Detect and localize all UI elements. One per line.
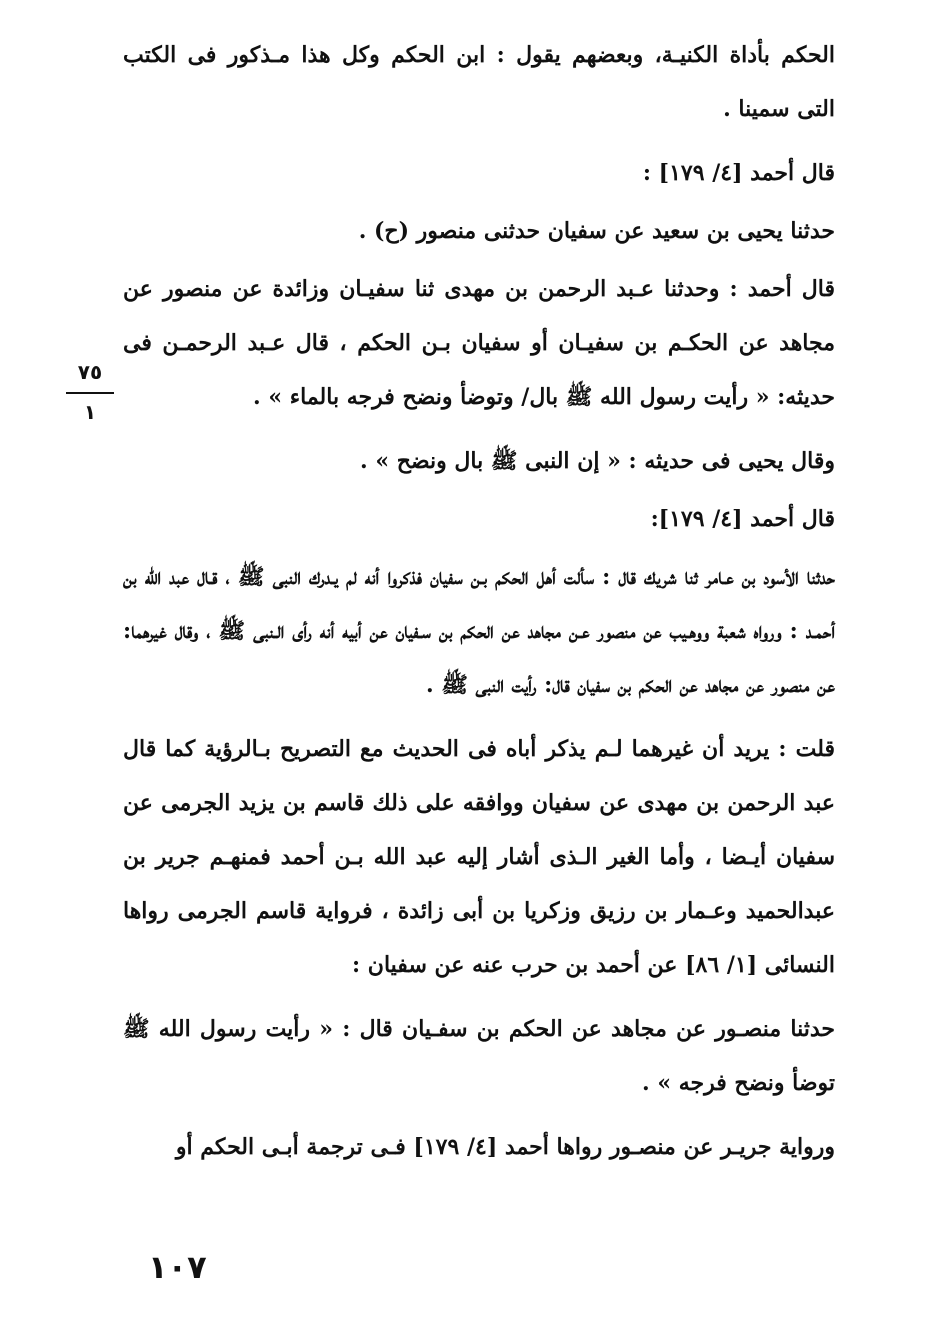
page-number: ١٠٧ [148,1248,207,1286]
paragraph-1: الحكم بأداة الكنيـة، وبعضهم يقول : ابن الحكم وكل هذا مـذكور فى الكتب التى سمينا . [123,42,835,122]
paragraph-3: حدثنا يحيى بن سعيد عن سفيان حدثنى منصور (ح) . [358,218,835,244]
paragraph-8: قلت : يريد أن غيرهما لـم يذكر أباه فى الحديث مع التصريح بـالرؤية كما قال عبد الرحمن بن مهدى عن سفيان ووافقه على ذلك قاسم بن يزيد الجرمى عن سفيان أيـضا ، وأما الغير الـذى أشار إليه عبد الله بـن أحمد فمنهـم جرير بن عبدالحميد وعـمار بن رزيق وزكريا بن أبى زائدة ، فرواية قاسم الجرمى رواها النسائى [١/ ٨٦] عن أحمد بن حرب عنه عن سفيان : [123,736,835,978]
margin-folio-note [66,358,114,426]
paragraph-9: حدثنا منصـور عن مجاهد عن الحكم بن سفـيان قال : « رأيت رسول الله ﷺ توضأ ونضح فرجه » . [123,1016,835,1096]
paragraph-6: قال أحمد [٤/ ١٧٩]: [650,506,835,532]
paragraph-4: قال أحمد : وحدثنا عـبد الرحمن بن مهدى ثنا سفيـان وزائدة عن منصور عن مجاهد عن الحكـم بن سفيـان أو سفيان بـن الحكم ، قال عـبد الرحمـن فى حديثه: « رأيت رسول الله ﷺ بال/ وتوضأ ونضح فرجه بالماء » . [123,276,835,410]
margin-note-top: ٧٥ [77,360,103,384]
paragraph-5: وقال يحيى فى حديثه : « إن النبى ﷺ بال ونضح » . [360,448,835,474]
paragraph-10: ورواية جريـر عن منصـور رواها أحمد [٤/ ١٧٩] فـى ترجمة أبـى الحكم أو [175,1134,835,1160]
paragraph-2: قال أحمد [٤/ ١٧٩] : [642,160,835,186]
main-text [123,28,835,1184]
margin-note-bottom: ١ [83,400,97,424]
margin-note-divider [66,392,114,394]
paragraph-7: حدثنا الأسود بن عـامر ثنا شريك قال : سألت أهل الحكم بـن سفيان فذكروا أنه لم يـدرك النبى ﷺ ، قـال عبد الله بن أحمـد : ورواه شعبة ووهـيب عن منصور عـن مجاهد عن الحكم بن سـفيان عن أبيه أنه رأى الـنبى ﷺ ، وقال غيرهما: عن منصور عن مجاهد عن الحكم بن سفيان قال: رأيت النبى ﷺ . [123,564,835,698]
